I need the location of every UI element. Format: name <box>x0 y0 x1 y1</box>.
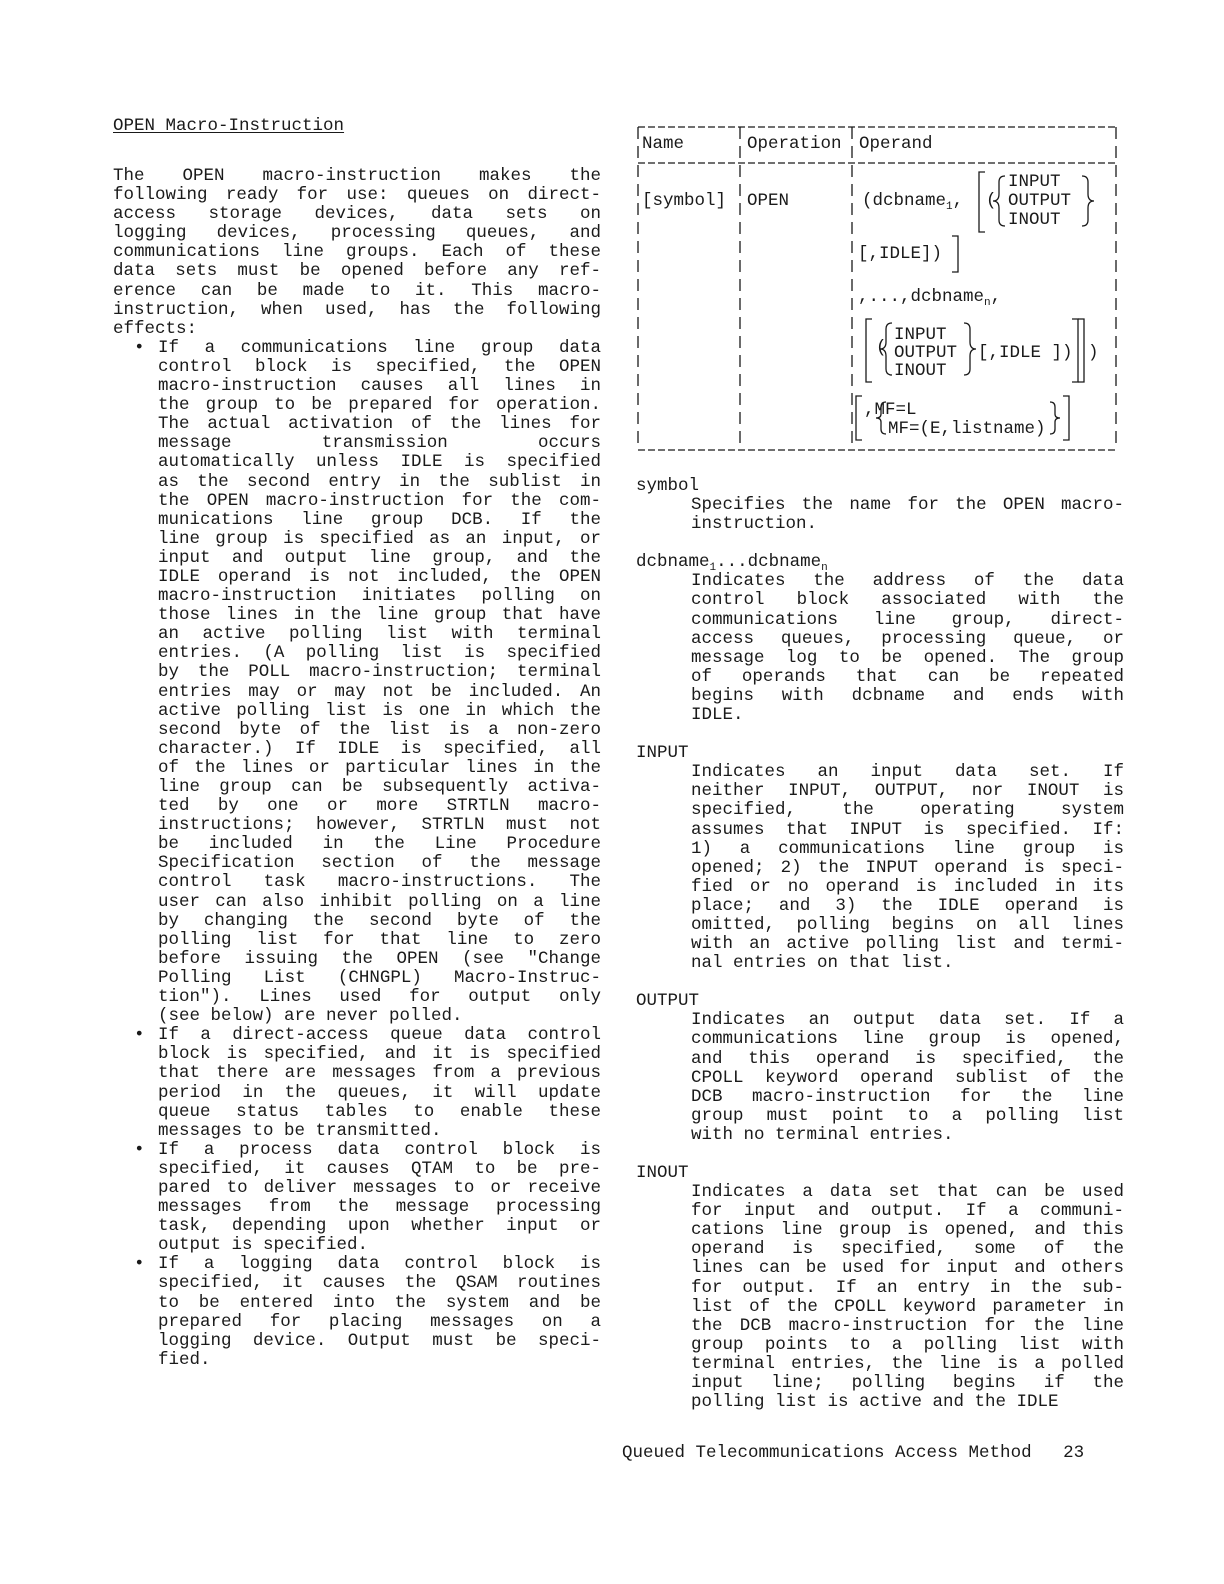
definition-line: CPOLL keyword operand sublist of the <box>691 1067 1124 1088</box>
definition-line: input line; polling begins if the <box>691 1373 1124 1394</box>
bullet-line: If a communications line group data <box>158 337 601 358</box>
definition-line: for input and output. If a communi- <box>691 1201 1124 1222</box>
bullet-line: task, depending upon whether input or <box>158 1216 601 1237</box>
bullet-line: specified, it causes QTAM to be pre- <box>158 1158 601 1179</box>
bullet-line: the group to be prepared for operation. <box>158 395 601 416</box>
section-title: OPEN Macro-Instruction <box>113 116 345 136</box>
bullet-line: message transmission occurs <box>158 433 601 454</box>
definition-line: Indicates an output data set. If a <box>691 1010 1124 1031</box>
bullet-line: by the POLL macro-instruction; terminal <box>158 662 601 683</box>
bullet-line: If a logging data control block is <box>158 1254 601 1275</box>
bullet-line: that there are messages from a previous <box>158 1063 601 1084</box>
bullet-line: Specification section of the message <box>158 853 601 874</box>
bullet-line: fied. <box>158 1349 211 1370</box>
bullet-line: Polling List (CHNGPL) Macro-Instruc- <box>158 967 601 988</box>
bullet-icon: • <box>134 1025 145 1046</box>
bullet-line: be included in the Line Procedure <box>158 834 601 855</box>
bullet-line: prepared for placing messages on a <box>158 1311 601 1332</box>
operand-dcbname-n: ,...,dcbname$_n$, <box>858 287 1002 309</box>
syntax-table <box>636 124 1118 452</box>
bullet-line: tion"). Lines used for output only <box>158 987 601 1008</box>
bullet-line: line group can be subsequently activa- <box>158 777 601 797</box>
definition-line: nal entries on that list. <box>691 953 954 974</box>
bullet-line: by changing the second byte of the <box>158 910 601 931</box>
bullet-line: ted by one or more STRTLN macro- <box>158 796 601 817</box>
bullet-line: before issuing the OPEN (see "Change <box>158 948 601 969</box>
definition-entry <box>636 534 1124 725</box>
definition-line: access queues, processing queue, or <box>691 628 1124 649</box>
intro-paragraph <box>113 167 601 339</box>
bullet-line: logging device. Output must be speci- <box>158 1330 601 1351</box>
operation-value: OPEN <box>747 191 790 211</box>
intro-line: erence can be made to it. This macro- <box>113 280 601 301</box>
operand-idle-2: [,IDLE ]) <box>978 343 1073 363</box>
bullet-line: input and output line group, and the <box>158 547 601 568</box>
definition-text <box>691 1011 1124 1145</box>
definition-entry <box>636 725 1124 973</box>
bullet-line: (see below) are never polled. <box>158 1006 463 1027</box>
bullet-line: macro-instruction causes all lines in <box>158 376 601 397</box>
bullet-line: polling list for that line to zero <box>158 929 601 950</box>
bullet-line: pared to deliver messages to or receive <box>158 1177 601 1198</box>
operand-idle-1: [,IDLE]) <box>858 244 943 264</box>
header-operand: Operand <box>859 134 933 154</box>
definition-line: cations line group is opened, and this <box>691 1220 1124 1241</box>
intro-line: effects: <box>113 318 198 339</box>
definition-line: control block associated with the <box>691 590 1124 611</box>
bullet-line: second byte of the list is a non-zero <box>158 719 601 740</box>
definition-line: group points to a polling list with <box>691 1334 1124 1355</box>
definition-line: opened; 2) the INPUT operand is speci- <box>691 857 1124 878</box>
page-number: 23 <box>1063 1443 1085 1463</box>
bullet-line: IDLE operand is not included, the OPEN <box>158 566 601 587</box>
definition-line: IDLE. <box>691 705 744 726</box>
intro-line: data sets must be opened before any ref- <box>113 261 601 282</box>
definition-line: 1) a communications line group is <box>691 838 1124 859</box>
bullet-line: entries may or may not be included. An <box>158 681 601 702</box>
definition-line: the DCB macro-instruction for the line <box>691 1315 1124 1336</box>
bullet-line: munications line group DCB. If the <box>158 509 601 530</box>
bullet-line: as the second entry in the sublist in <box>158 471 601 492</box>
bullet-item <box>113 339 601 1026</box>
intro-line: communications line groups. Each of these <box>113 242 601 263</box>
definition-term: dcbname$_1$...dcbname$_n$ <box>636 552 828 575</box>
definition-entry <box>636 477 1124 534</box>
definition-text <box>691 763 1124 973</box>
effects-list <box>113 339 601 1370</box>
definition-line: terminal entries, the line is a polled <box>691 1353 1124 1374</box>
bullet-line: messages from the message processing <box>158 1197 601 1218</box>
footer-text: Queued Telecommunications Access Method <box>622 1443 1032 1463</box>
definition-line: with no terminal entries. <box>691 1124 954 1145</box>
definition-line: message log to be opened. The group <box>691 647 1124 668</box>
definition-line: of operands that can be repeated <box>691 666 1124 687</box>
open-paren-2: ( <box>876 338 887 358</box>
header-operation: Operation <box>747 134 842 154</box>
intro-line: instruction, when used, has the following <box>113 299 601 320</box>
bullet-line: control task macro-instructions. The <box>158 872 601 893</box>
bullet-line: those lines in the line group that have <box>158 605 601 626</box>
definition-line: operand is specified, some of the <box>691 1239 1124 1260</box>
definition-line: list of the CPOLL keyword parameter in <box>691 1296 1124 1317</box>
bullet-line: The actual activation of the lines for <box>158 414 601 435</box>
bullet-item <box>113 1026 601 1141</box>
definition-text <box>691 496 1124 534</box>
definition-line: instruction. <box>691 514 818 535</box>
open-paren-1: ( <box>986 191 997 211</box>
option-input-2: INPUT <box>894 325 947 345</box>
definition-line: Indicates the address of the data <box>691 571 1124 592</box>
option-inout-2: INOUT <box>894 361 947 381</box>
bullet-line: user can also inhibit polling on a line <box>158 891 601 912</box>
option-output-2: OUTPUT <box>894 343 958 363</box>
definition-line: DCB macro-instruction for the line <box>691 1086 1124 1107</box>
bullet-icon: • <box>134 1139 145 1160</box>
definition-line: polling list is active and the IDLE <box>691 1392 1059 1413</box>
intro-line: access storage devices, data sets on <box>113 204 601 225</box>
bullet-line: character.) If IDLE is specified, all <box>158 738 601 759</box>
definition-line: communications line group, direct- <box>691 609 1124 630</box>
bullet-line: messages to be transmitted. <box>158 1120 442 1141</box>
bullet-line: queue status tables to enable these <box>158 1101 601 1122</box>
bullet-line: an active polling list with terminal <box>158 624 601 645</box>
operand-mf-e: MF=(E,listname) <box>888 419 1046 439</box>
operand-dcbname1: (dcbname$_1$, <box>862 191 964 213</box>
definition-line: Specifies the name for the OPEN macro- <box>691 495 1124 516</box>
name-value: [symbol] <box>642 191 727 211</box>
bullet-line: the OPEN macro-instruction for the com- <box>158 490 601 511</box>
bullet-line: output is specified. <box>158 1235 369 1256</box>
option-output-1: OUTPUT <box>1008 191 1072 211</box>
definition-line: with an active polling list and termi- <box>691 934 1124 955</box>
left-column <box>113 120 601 1370</box>
definition-line: neither INPUT, OUTPUT, nor INOUT is <box>691 781 1124 802</box>
option-inout-1: INOUT <box>1008 210 1061 230</box>
bullet-line: active polling list is one in which the <box>158 700 601 721</box>
definition-term: INPUT <box>636 743 689 764</box>
definition-line: group must point to a polling list <box>691 1105 1124 1126</box>
definition-term: symbol <box>636 476 700 496</box>
operand-definitions <box>636 477 1124 1412</box>
bullet-line: control block is specified, the OPEN <box>158 356 601 377</box>
definition-line: Indicates an input data set. If <box>691 762 1124 783</box>
bullet-line: instructions; however, STRTLN must not <box>158 815 601 836</box>
bullet-line: entries. (A polling list is specified <box>158 643 601 664</box>
definition-text <box>691 572 1124 725</box>
intro-line: The OPEN macro-instruction makes the <box>113 166 601 186</box>
definition-text <box>691 1183 1124 1412</box>
bullet-line: to be entered into the system and be <box>158 1292 601 1313</box>
definition-line: begins with dcbname and ends with <box>691 685 1124 706</box>
definition-line: specified, the operating system <box>691 800 1124 821</box>
bullet-line: line group is specified as an input, or <box>158 528 601 549</box>
definition-entry <box>636 1145 1124 1412</box>
definition-line: assumes that INPUT is specified. If: <box>691 819 1124 840</box>
bullet-line: block is specified, and it is specified <box>158 1044 601 1065</box>
definition-line: communications line group is opened, <box>691 1029 1124 1050</box>
bullet-line: macro-instruction initiates polling on <box>158 586 601 607</box>
page-footer <box>622 1444 1084 1463</box>
bullet-icon: • <box>134 337 145 358</box>
bullet-line: If a direct-access queue data control <box>158 1025 601 1046</box>
definition-line: lines can be used for input and others <box>691 1258 1124 1279</box>
bullet-line: If a process data control block is <box>158 1139 601 1160</box>
bullet-item <box>113 1141 601 1256</box>
definition-line: omitted, polling begins on all lines <box>691 914 1124 935</box>
definition-entry <box>636 973 1124 1145</box>
bullet-line: of the lines or particular lines in the <box>158 757 601 778</box>
bullet-line: specified, it causes the QSAM routines <box>158 1273 601 1294</box>
definition-term: OUTPUT <box>636 991 700 1012</box>
header-name: Name <box>642 134 685 154</box>
close-paren: ) <box>1088 343 1099 363</box>
definition-line: for output. If an entry in the sub- <box>691 1277 1124 1298</box>
definition-line: fied or no operand is included in its <box>691 876 1124 897</box>
bullet-item <box>113 1255 601 1370</box>
intro-line: following ready for use: queues on direct- <box>113 185 601 206</box>
intro-line: logging devices, processing queues, and <box>113 223 601 244</box>
definition-line: Indicates a data set that can be used <box>691 1182 1124 1203</box>
bullet-line: period in the queues, it will update <box>158 1082 601 1103</box>
definition-line: place; and 3) the IDLE operand is <box>691 895 1124 916</box>
definition-term: INOUT <box>636 1163 689 1183</box>
option-input-1: INPUT <box>1008 172 1061 192</box>
operand-mf-l: ,MF=L <box>864 400 917 420</box>
bullet-icon: • <box>134 1254 145 1275</box>
definition-line: and this operand is specified, the <box>691 1048 1124 1069</box>
bullet-line: automatically unless IDLE is specified <box>158 452 601 473</box>
